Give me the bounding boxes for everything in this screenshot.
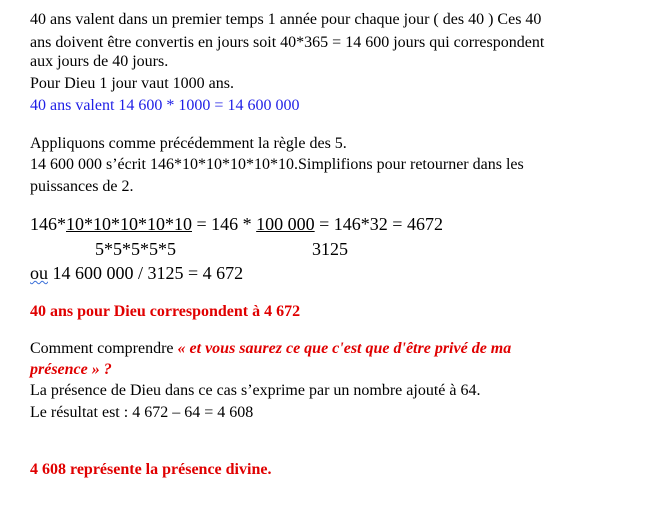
para3-quote: « et vous saurez ce que c'est que d'être privé de ma — [177, 340, 512, 357]
result-red-2: 4 608 représente la présence divine. — [30, 461, 272, 478]
eq-denominator-2: 3125 — [312, 239, 348, 259]
eq-part-c: = 146 * — [192, 214, 257, 234]
para2-line2: 14 600 000 s’écrit 146*10*10*10*10*10.Simplifions pour retourner dans les — [30, 156, 524, 173]
equation-line — [30, 213, 443, 235]
or-word-spellcheck: ou — [30, 263, 48, 283]
eq-part-a: 146* — [30, 214, 66, 234]
para2-line1: Appliquons comme précédemment la règle des 5. — [30, 135, 347, 152]
eq-part-e: = 146*32 = 4672 — [314, 214, 443, 234]
para3-line2-quote: présence » ? — [30, 361, 112, 378]
para3-line1 — [30, 339, 511, 359]
eq-denominator-1: 5*5*5*5*5 — [95, 239, 176, 259]
para3-line3: La présence de Dieu dans ce cas s’exprime par un nombre ajouté à 64. — [30, 382, 481, 399]
para1-line3: aux jours de 40 jours. — [30, 53, 169, 70]
para3-line4: Le résultat est : 4 672 – 64 = 4 608 — [30, 404, 254, 421]
para1-line4: Pour Dieu 1 jour vaut 1000 ans. — [30, 75, 234, 92]
para1-line2: ans doivent être convertis en jours soit 40*365 = 14 600 jours qui correspondent — [30, 34, 545, 51]
para1-line5-blue: 40 ans valent 14 600 * 1000 = 14 600 000 — [30, 97, 300, 114]
para2-line3: puissances de 2. — [30, 178, 134, 195]
eq-numerator-2: 100 000 — [256, 214, 315, 234]
eq-numerator-1: 10*10*10*10*10 — [66, 214, 192, 234]
result-red-1: 40 ans pour Dieu correspondent à 4 672 — [30, 303, 301, 320]
para3-line1-plain: Comment comprendre — [30, 340, 178, 357]
eq-or-line — [30, 262, 243, 284]
para1-line1: 40 ans valent dans un premier temps 1 année pour chaque jour ( des 40 ) Ces 40 — [30, 11, 542, 28]
or-rest: 14 600 000 / 3125 = 4 672 — [48, 263, 244, 283]
